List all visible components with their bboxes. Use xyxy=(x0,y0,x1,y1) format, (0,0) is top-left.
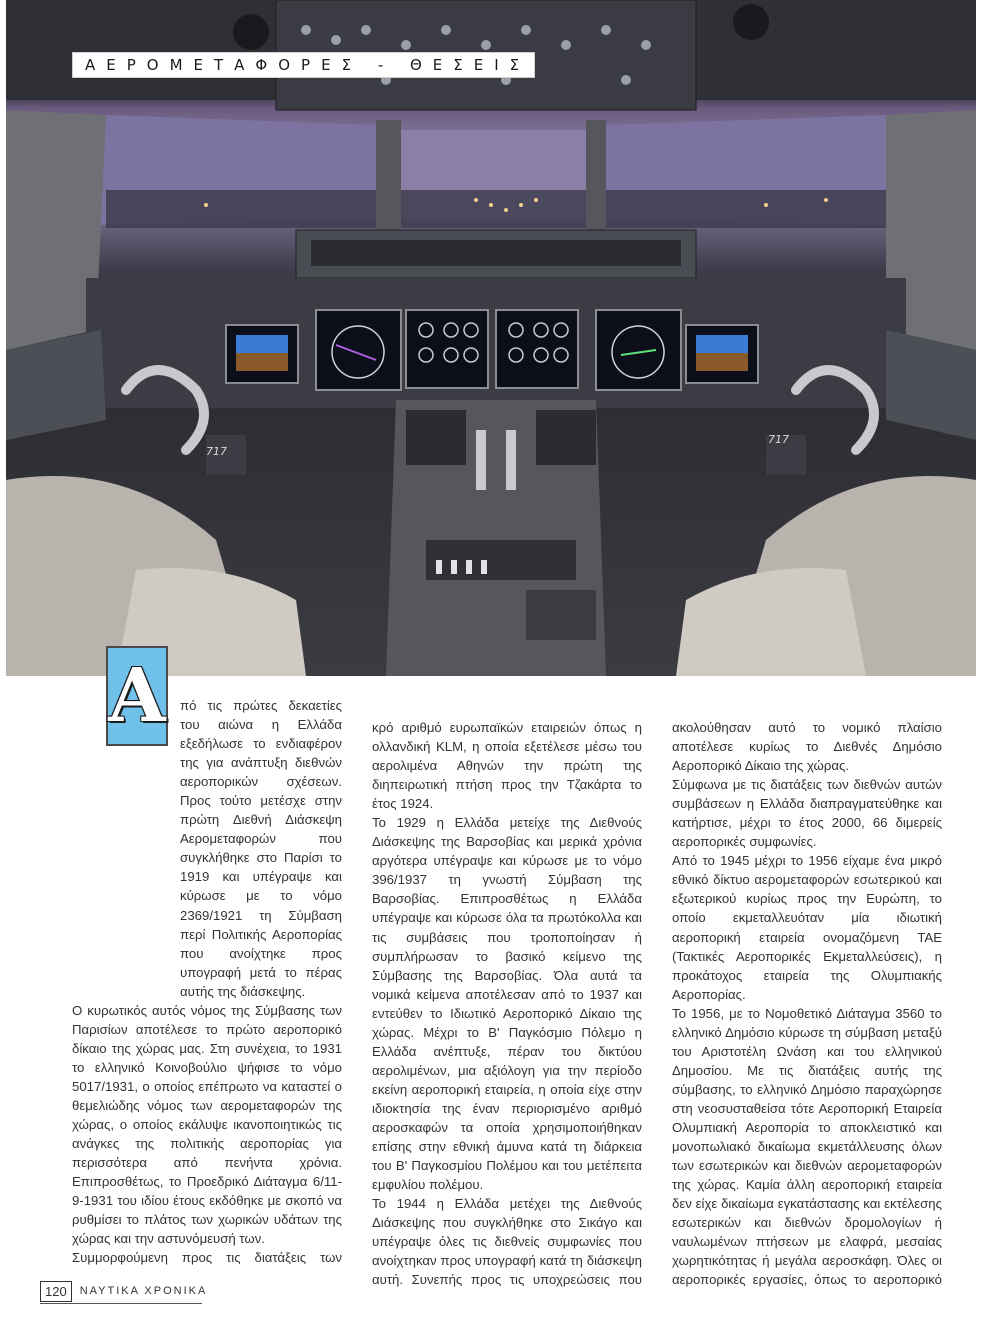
cockpit-photo xyxy=(6,0,976,676)
section-title-banner xyxy=(72,52,535,78)
paragraph: ακολούθησαν αυτό το νομικό πλαίσιο αποτέλεσε κυρίως το Διεθνές Δημόσιο Αεροπορικό Δίκαιο της χώρας. xyxy=(672,720,942,774)
paragraph: Συμμορφούμενη προς τις διατάξεις των xyxy=(72,1250,342,1266)
paragraph: Το 1929 η Ελλάδα μετείχε της Διεθνούς Διάσκεψης της Βαρσοβίας και μερικά χρόνια αργότερα υπέγραψε και κύρωσε με το νόμο 396/1937 τη γνωστή Σύμβαση της Βαρσοβίας. Επιπροσθέτως η Ελλάδα υπέγραψε και κύρωσε όλα τα πρωτόκολλα και τις συμβάσεις που τροποποίησαν ή συμπλήρωσαν το βασικό κείμενο της Σύμβασης της Βαρσοβίας. Όλα αυτά τα νομικά κείμενα αποτέλεσαν από το 1937 και εντεύθεν το Ιδιωτικό Αεροπορικό Δίκαιο της χώρας. Μέχρι το Β' Παγκόσμιο Πόλεμο η Ελλάδα ανέπτυξε, πέραν του δικτύου αερολιμένων, μια αξιόλογη για την περίοδο εκείνη αεροπορική εταιρεία, η οποία είχε στην ιδιοκτησία της έναν περιορισμένο αριθμό αεροσκαφών τα οποία χρησιμοποιήθηκαν επίσης στην εθνική άμυνα κατά τη διάρκεια του Β' Παγκοσμίου Πολέμου και του μετέπειτα εμφυλίου πολέμου. xyxy=(372,815,642,1193)
yoke-marking-right: 717 xyxy=(768,433,789,446)
page-number: 120 xyxy=(40,1281,72,1302)
paragraph: Ο κυρωτικός αυτός νόμος της Σύμβασης των Παρισίων αποτέλεσε το πρώτο αεροπορικό δίκαιο της χώρας μας. Στη συνέχεια, το 1931 το ελληνικό Κοινοβούλιο ψήφισε το νόμο 5017/1931, ο οποίος επέπρωτο να καταστεί ο θεμελιώδης νόμος των αερομεταφορών της χώρας, ο οποίος εκάλυψε ικανοποιητικώς τις ανάγκες της πολιτικής αεροπορίας για περισσότερα από πενήντα χρόνια. Επιπροσθέτως, το Προεδρικό Διάταγμα 6/11-9-1931 του ιδίου έτους εκδόθηκε με σκοπό να ρυθμίσει το πλάτος των χωρικών υδάτων της χώρας και την αστυνόμευσή των. xyxy=(72,1002,342,1247)
drop-cap-letter: Α xyxy=(108,653,166,739)
paragraph: Το 1956, με το Νομοθετικό Διάταγμα 3560 το ελληνικό Δημόσιο κύρωσε τη σύμβαση μεταξύ του Αριστοτέλη Ωνάση και του ελληνικού Δημοσίου. Με τις διατάξεις αυτής της σύμβασης, το ελληνικό Δημόσιο παραχώρησε στη νεοσυσταθείσα τότε Αεροπορική Εταιρεία Ολυμπιακή Αεροπορία το αποκλειστικό και μονοπωλιακό δικαίωμα εκμετάλλευσης όλων των εσωτερικών και διεθνών αερομεταφορών της χώρας. Καμία άλλη αεροπορική εταιρεία δεν είχε δικαίωμα εγκατάστασης και εκτέλεσης εσωτερικών και διεθνών δρομολογίων ή ναυλωμένων πτήσεων με ελαφρά, μεσαίας χωρητικότητας ή μεγάλα αεροσκάφη. Όλες οι αεροπορικές εργασίες, όπως το αεροπορικό xyxy=(672,1005,942,1288)
article-column-3 xyxy=(672,718,942,1288)
cockpit-illustration xyxy=(6,0,976,676)
magazine-name: ΝΑΥΤΙΚΑ ΧΡΟΝΙΚΑ xyxy=(79,1285,208,1297)
paragraph: Από το 1945 μέχρι το 1956 είχαμε ένα μικρό εθνικό δίκτυο αερομεταφορών εσωτερικού και εξωτερικού κυρίως προς την Ευρώπη, το οποίο εκμεταλλευόταν μία ιδιωτική αεροπορική εταιρεία ονομαζόμενη ΤΑΕ (Τακτικές Αεροπορικές Εκμεταλλεύσεις), η προκάτοχος εταιρεία της Ολυμπιακής Αεροπορίας. xyxy=(672,853,942,1002)
yoke-marking-left: 717 xyxy=(206,445,227,458)
paragraph: πό τις πρώτες δεκαετίες του αιώνα η Ελλάδα εξεδήλωσε το ενδιαφέρον της για ανάπτυξη διεθνών αεροπορικών σχέσεων. Προς τούτο μετέσχε στην πρώτη Διεθνή Διάσκεψη Αερομεταφορών που συγκλήθηκε στο Παρίσι το 1919 και υπέγραψε και κύρωσε με το νόμο 2369/1921 τη Σύμβαση περί Πολιτικής Αεροπορίας που ανοίχτηκε προς υπογραφή μετά το πέρας αυτής της διάσκεψης. xyxy=(180,698,342,999)
paragraph: Σύμφωνα με τις διατάξεις των διεθνών αυτών συμβάσεων η Ελλάδα διαπραγματεύθηκε και κατήρτισε, μέχρι το έτος 2000, 66 διμερείς αεροπορικές συμφωνίες. xyxy=(672,777,942,850)
article-column-2 xyxy=(372,718,642,1288)
article-column-1 xyxy=(72,696,342,1266)
footer-rule xyxy=(40,1303,202,1304)
paragraph: κρό αριθμό ευρωπαϊκών εταιρειών όπως η ολλανδική KLM, η οποία εξετέλεσε μέσω του αερολιμένα Αθηνών την πρώτη της διηπειρωτική πτήση προς την Τζακάρτα το έτος 1924. xyxy=(372,720,642,812)
section-title: ΑΕΡΟΜΕΤΑΦΟΡΕΣ - ΘΕΣΕΙΣ xyxy=(72,52,535,78)
paragraph: Το 1944 η Ελλάδα μετέχει της Διεθνούς Διάσκεψης που συγκλήθηκε στο Σικάγο και υπέγραψε όλες τις διεθνείς συμφωνίες που ανοίχτηκαν προς υπογραφή κατά τη διάσκεψη αυτή. Συνεπής προς τις υποχρεώσεις που xyxy=(372,1196,642,1288)
page-footer xyxy=(40,1278,207,1304)
